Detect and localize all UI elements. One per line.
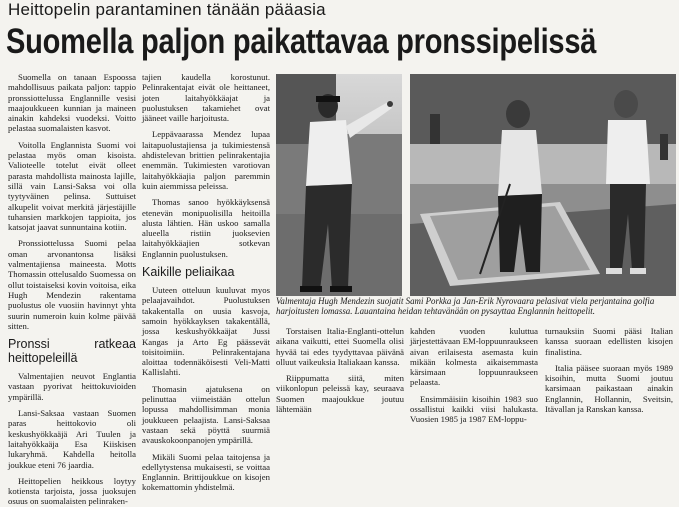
column-1 xyxy=(8,72,136,507)
column-5 xyxy=(545,326,673,432)
paragraph: Thomas sanoo hyökkäyksensä etenevän monipuolisilla heitoilla alusta lähtien. Hän uskoo samalla alueella ristiin juoksevien laitahyökkäajien sotkevan Englannin puolustuksen. xyxy=(142,197,270,259)
paragraph: Uuteen otteluun kuuluvat myos pelaajavaihdot. Puolustuksen takakentalla on uusia kasvoja, samoin hyökkayksen takakentällä, jossa keskushyökkaäjat Jussi Kangas ja Arto Eg päässevät toisitoimiin. Pelinrakentajana aloittaa todennäköisesti Veli-Matti Kallislahti. xyxy=(142,285,270,378)
article-headline: Suomella paljon paikattavaa pronssipelissä xyxy=(6,22,597,61)
subheading: Pronssi ratkeaa heittopeleillä xyxy=(8,337,136,366)
column-3 xyxy=(276,326,404,432)
paragraph: Ensimmäisiin kisoihin 1983 suo ossallistui kaikki viisi halukasta. Vuosien 1985 ja 1987 EM-loppu- xyxy=(410,393,538,425)
paragraph: tajien kaudella korostunut. Pelinrakentajat eivät ole heittaneet, joten laitahyökkäajat ja puolustuksen takamiehet ovat jääneet vaille harjoitusta. xyxy=(142,72,270,124)
paragraph: Lansi-Saksaa vastaan Suomen paras heittokovio oli keskushyökkaäjä Ari Tuulen ja laitahyökkaäja Esa Kiiskisen lukaryhmä. Kahdella heitolla joukkue eteni 76 jaardia. xyxy=(8,408,136,470)
photo-coach-image xyxy=(276,74,402,296)
paragraph: kahden vuoden kuluttua järjestettävaan EM-loppuunraukseen aivan erilaisesta asemasta kuin mikään kolmesta aikaisemmasta kärsimaan loppuunraukseen pelaasta. xyxy=(410,326,538,388)
paragraph: Suomella on tanaan Espoossa mahdollisuus paikata paljon: tappio pronssiottelussa Englannille vesisi maajoukkueen kunnian ja maineen ainakin kahdeksi vuodeksi. Voitto pelastaa suomalaisten kasvot. xyxy=(8,72,136,134)
paragraph: turnauksiin Suomi pääsi Italian kanssa suoraan edellisten kisojen finalistina. xyxy=(545,326,673,357)
paragraph: Voitolla Englannista Suomi voi pelastaa myös oman kisoista. Valioteelle totelut eivät olleet parasta mahdollista mainosta lajille, sillä vain Lansi-Saksa voi olla tyytyväinen pelinsa. Suttuiset alkupelit voivat merkitä järjestäjille tuhansien markkojen tappioita, jos katsojat jaavat sunnuntaina kotiin. xyxy=(8,139,136,233)
paragraph: Valmentajien neuvot Englantia vastaan pyorivat heittokuvioiden ympärillä. xyxy=(8,371,136,402)
photo-golf-image xyxy=(410,74,676,296)
paragraph: Thomasin ajatuksena on pelinuttaa viimeistään ottelun lopussa mahdollisimman monia joukkueen pelaajista. Lansi-Saksaa vastaan sekä pöyttä suurmiä avauskokoonpanojen ympärillä. xyxy=(142,383,270,446)
paragraph: Heittopelien heikkous loytyy kotiensta tarjoista, jossa juoksujen osuus on suomalaisten pelinraken- xyxy=(8,475,136,507)
photo-caption: Valmentaja Hugh Mendezin suojatit Sami Porkka ja Jan-Erik Nyrovaara pelasivat viela perjantaina golfia harjoitusten lomassa. Lauantaina heidan tehtavänään on pysayttaa Englannin heittopelit. xyxy=(276,296,655,317)
column-4 xyxy=(410,326,538,432)
paragraph: Riippumatta siitä, miten viikonlopun peleissä kay, seuraava Suomen maajoukkue joutuu lähtemään xyxy=(276,373,404,415)
photo-golf xyxy=(410,74,676,296)
paragraph: Leppävaarassa Mendez lupaa laitapuolustajiensa ja tukimiestensä ahdistelevan brittien pelinrakentajia enemmän. Tukimiesten varotiovan laitahyökkäajia paljon paremmin kuin aiemmissa peleissa. xyxy=(142,129,270,191)
article-kicker: Heittopelin parantaminen tänään pääasia xyxy=(8,0,326,19)
paragraph: Italia pääsee suoraan myös 1989 kisoihin, mutta Suomi joutuu karsimaan paikastaan ainakin Englannin, Hollannin, Sveitsin, Itävallan ja Ranskan kanssa. xyxy=(545,362,673,415)
subheading: Kaikille peliaikaa xyxy=(142,265,235,280)
paragraph: Mikäli Suomi pelaa taitojensa ja edellytystensa mukaisesti, se voittaa Englannin. Brittijoukkue on kisojen kokemattomin yhdistelmä. xyxy=(142,451,270,493)
paragraph: Torstaisen Italia-Englanti-ottelun aikana vaikutti, ettei Suomella olisi hyvää tai edes tyydyttavaa päivänä olluut vaikeuksia Italiakaan kanssa. xyxy=(276,326,404,367)
column-2 xyxy=(142,72,270,493)
paragraph: Pronssiottelussa Suomi pelaa oman arvonantonsa lisäksi valmentajiensa maineesta. Motts Thomassin ottelusaldo Suomessa on ollut toistaiseksi kovin voitoisa, eika Hugh Mendezin rakentama puolustus ole vuosiin havinnyt yhta suurin numeroin kuin kolme päivää sitten. xyxy=(8,238,136,331)
photo-coach xyxy=(276,74,402,296)
